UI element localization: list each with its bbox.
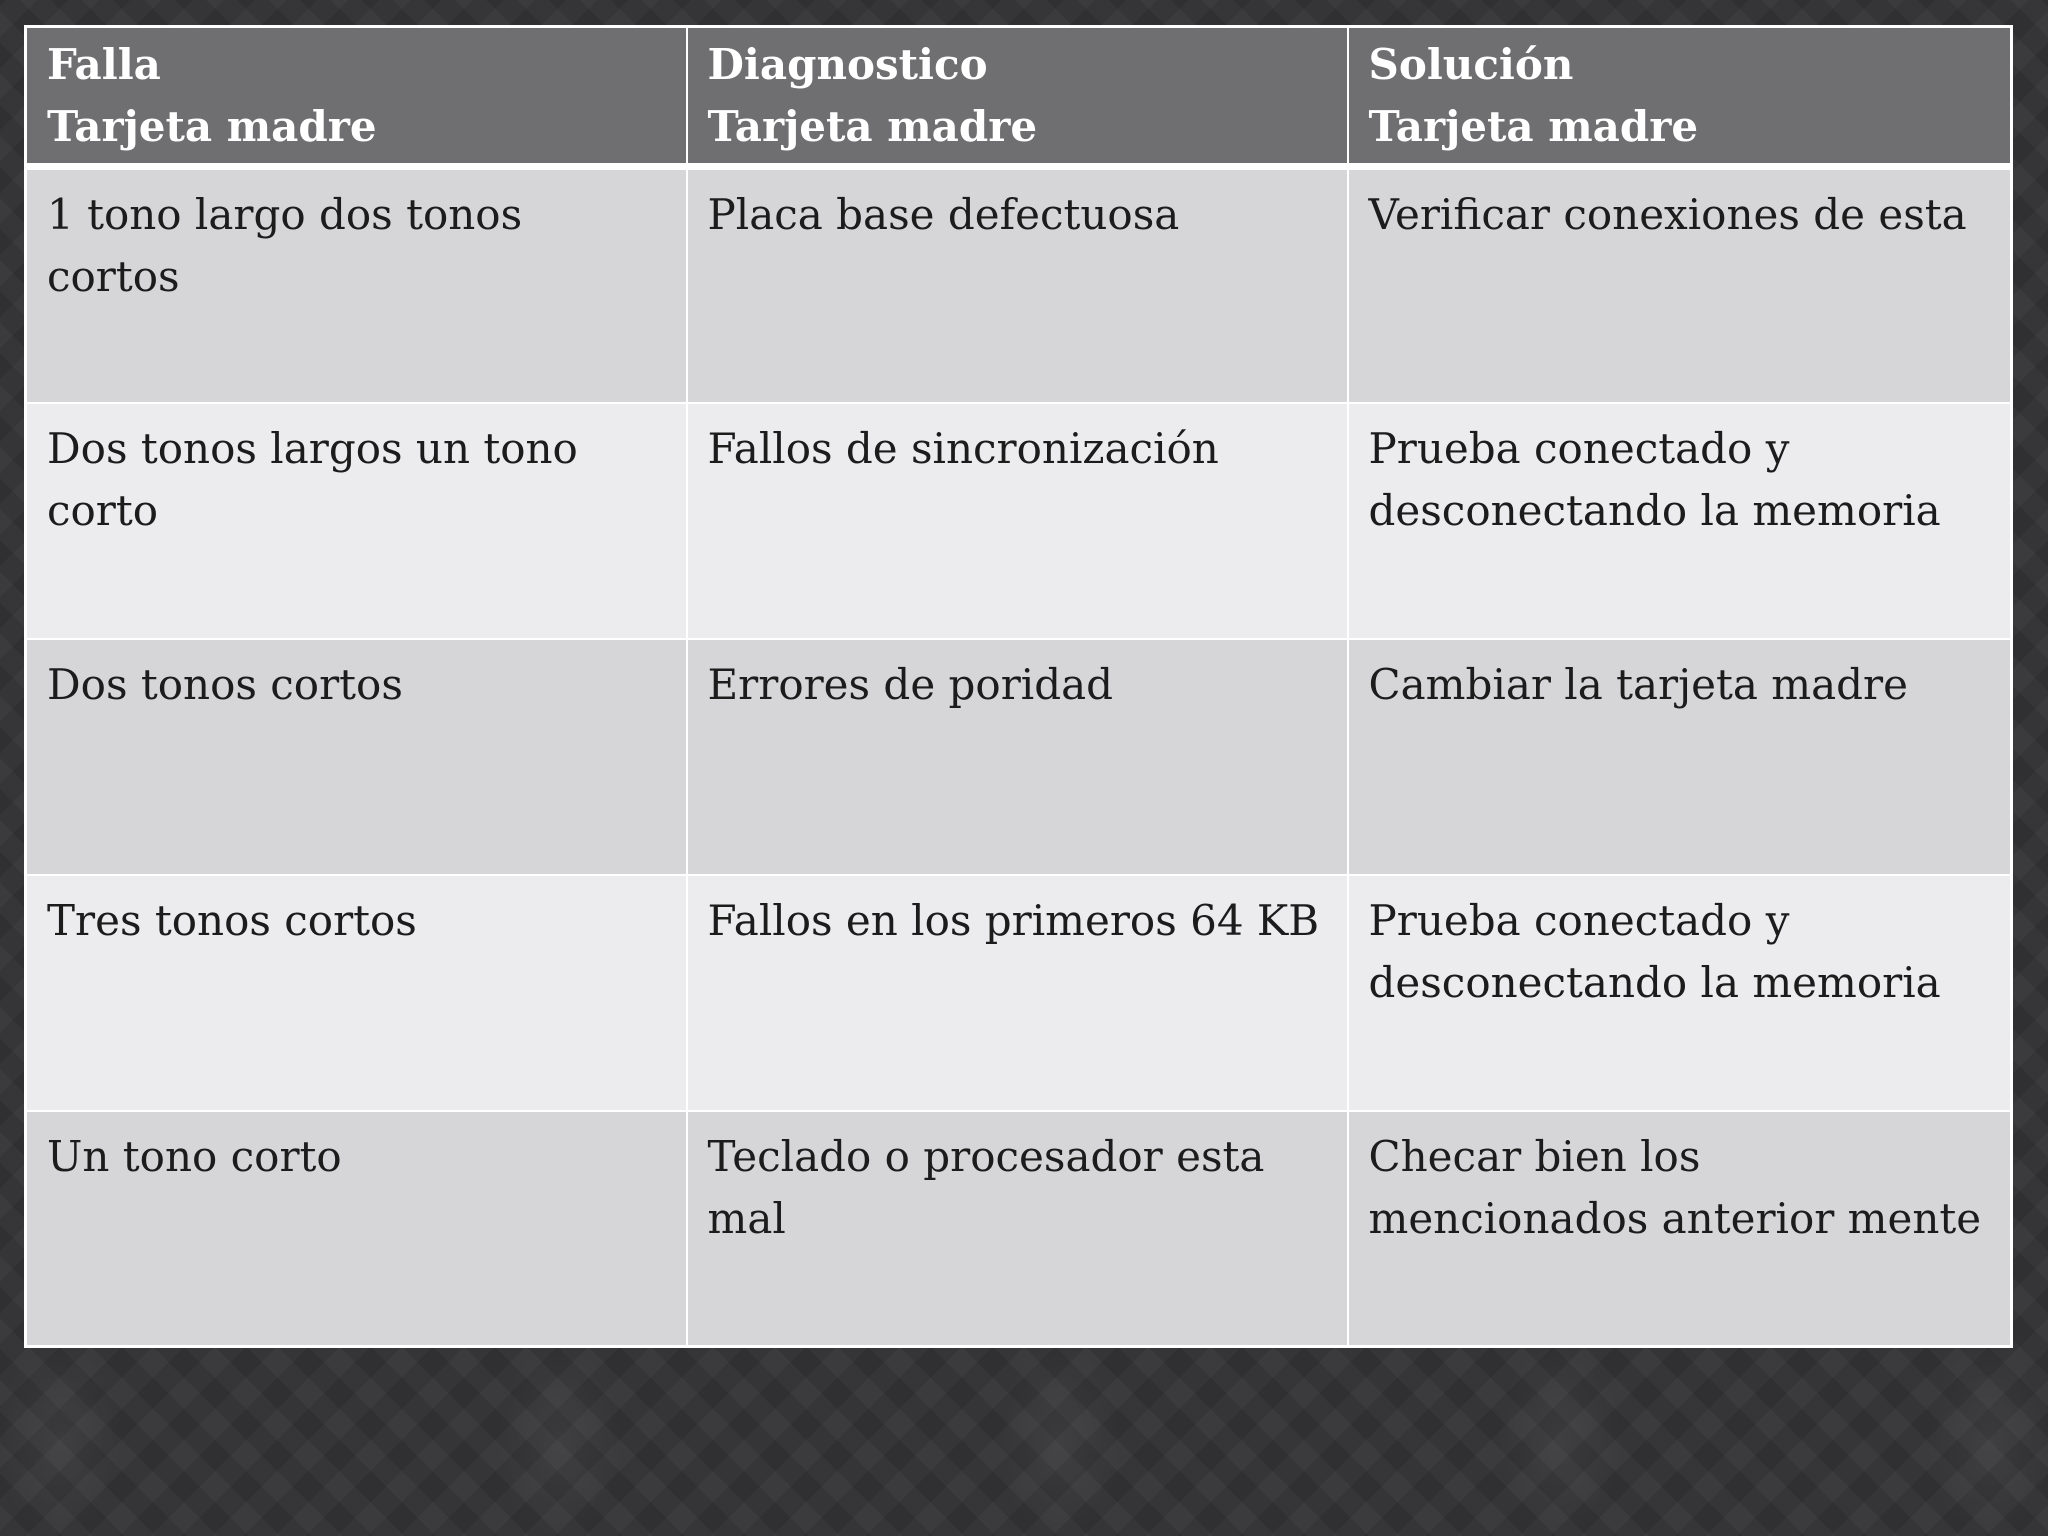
cell-falla: Un tono corto xyxy=(26,1111,687,1347)
table-row xyxy=(26,875,2012,1111)
cell-falla: Dos tonos largos un tono corto xyxy=(26,403,687,639)
table-row xyxy=(26,403,2012,639)
header-falla-title: Falla xyxy=(47,40,161,89)
cell-solucion: Verificar conexiones de esta xyxy=(1348,167,2012,403)
header-diagnostico-title: Diagnostico xyxy=(707,40,988,89)
header-solucion xyxy=(1348,27,2012,167)
header-diagnostico xyxy=(687,27,1348,167)
table-row xyxy=(26,1111,2012,1347)
cell-solucion: Prueba conectado y desconectando la memoria xyxy=(1348,875,2012,1111)
table-row xyxy=(26,639,2012,875)
header-solucion-title: Solución xyxy=(1368,40,1574,89)
cell-falla: Tres tonos cortos xyxy=(26,875,687,1111)
cell-diagnostico: Teclado o procesador esta mal xyxy=(687,1111,1348,1347)
cell-diagnostico: Errores de poridad xyxy=(687,639,1348,875)
header-row xyxy=(26,27,2012,167)
header-falla xyxy=(26,27,687,167)
motherboard-fault-table xyxy=(24,25,2013,1348)
header-diagnostico-subtitle: Tarjeta madre xyxy=(707,102,1038,151)
cell-diagnostico: Fallos de sincronización xyxy=(687,403,1348,639)
cell-diagnostico: Fallos en los primeros 64 KB xyxy=(687,875,1348,1111)
cell-solucion: Prueba conectado y desconectando la memoria xyxy=(1348,403,2012,639)
table-body xyxy=(26,167,2012,1347)
cell-falla: 1 tono largo dos tonos cortos xyxy=(26,167,687,403)
table-row xyxy=(26,167,2012,403)
cell-diagnostico: Placa base defectuosa xyxy=(687,167,1348,403)
cell-solucion: Checar bien los mencionados anterior mente xyxy=(1348,1111,2012,1347)
header-solucion-subtitle: Tarjeta madre xyxy=(1368,102,1699,151)
cell-falla: Dos tonos cortos xyxy=(26,639,687,875)
header-falla-subtitle: Tarjeta madre xyxy=(47,102,377,151)
table-header xyxy=(26,27,2012,167)
cell-solucion: Cambiar la tarjeta madre xyxy=(1348,639,2012,875)
